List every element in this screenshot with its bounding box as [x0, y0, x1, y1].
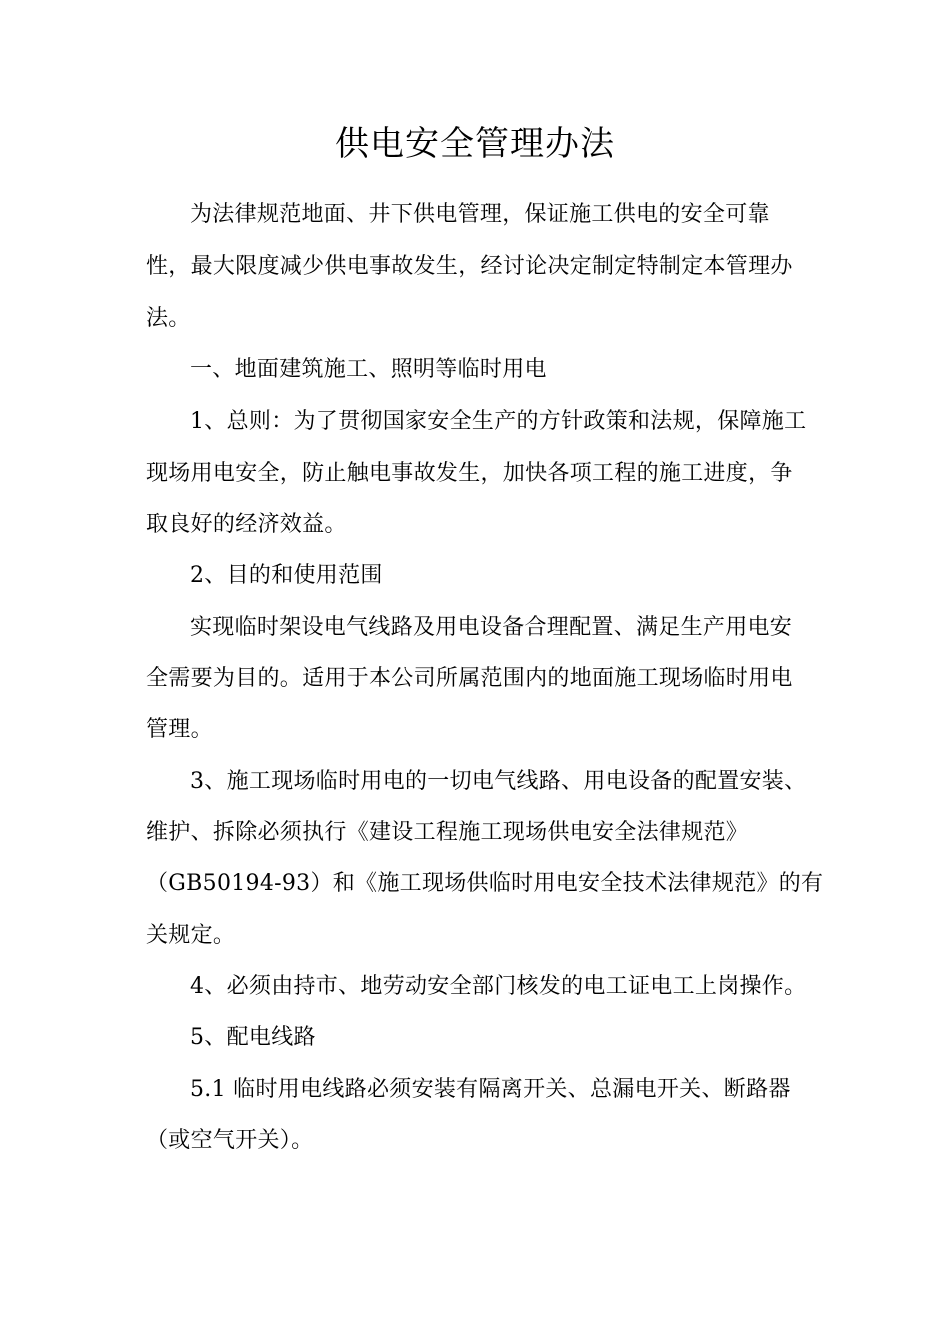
paragraph-line: 管理。: [146, 717, 213, 742]
section-heading: 5、配电线路: [190, 1025, 316, 1050]
section-heading: 2、目的和使用范围: [190, 563, 383, 588]
paragraph-line: 性，最大限度减少供电事故发生，经讨论决定制定特制定本管理办: [146, 254, 793, 279]
paragraph-line: 实现临时架设电气线路及用电设备合理配置、满足生产用电安: [190, 615, 793, 640]
document-title: 供电安全管理办法: [335, 124, 615, 164]
paragraph-line: 全需要为目的。适用于本公司所属范围内的地面施工现场临时用电: [146, 666, 793, 691]
paragraph-line: 1、总则：为了贯彻国家安全生产的方针政策和法规，保障施工: [190, 409, 807, 434]
section-heading: 一、地面建筑施工、照明等临时用电: [190, 357, 547, 382]
paragraph-line: 取良好的经济效益。: [146, 512, 347, 537]
paragraph-line: 关规定。: [146, 923, 236, 948]
paragraph-line: （或空气开关）。: [146, 1128, 314, 1153]
paragraph-line: 为法律规范地面、井下供电管理，保证施工供电的安全可靠: [190, 202, 770, 227]
paragraph-line: 3、施工现场临时用电的一切电气线路、用电设备的配置安装、: [190, 769, 807, 794]
paragraph-line: 法。: [146, 306, 191, 331]
paragraph-line: 5.1 临时用电线路必须安装有隔离开关、总漏电开关、断路器: [190, 1077, 791, 1102]
paragraph-line: 维护、拆除必须执行《建设工程施工现场供电安全法律规范》: [146, 820, 749, 845]
paragraph-line: 4、必须由持市、地劳动安全部门核发的电工证电工上岗操作。: [190, 974, 807, 999]
paragraph-line: （GB50194-93）和《施工现场供临时用电安全技术法律规范》的有: [146, 871, 824, 896]
paragraph-line: 现场用电安全，防止触电事故发生，加快各项工程的施工进度，争: [146, 461, 793, 486]
